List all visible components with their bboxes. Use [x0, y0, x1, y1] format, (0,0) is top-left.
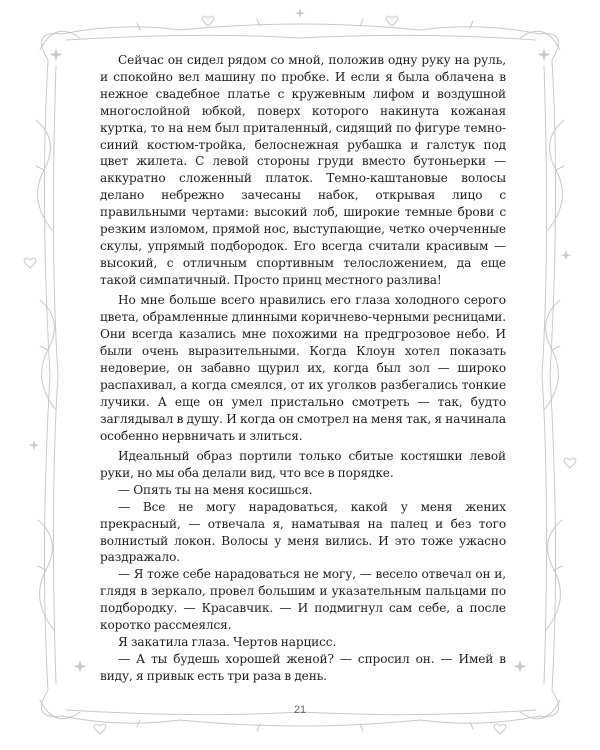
paragraph: Идеальный образ портили только сбитые костяшки левой руки, но мы оба делали вид, что все в порядке. [100, 449, 506, 480]
paragraph: Я закатила глаза. Чертов нарцисс. [118, 635, 337, 649]
paragraph: Но мне больше всего нравились его глаза холодного серого цвета, обрамленные длинными коричнево-черными ресницами. Они всегда казались мне похожими на предгрозовое небо. И были очень выразительными. Когда Клоун хотел показать недоверие, он забавно щурил их, когда был зол — широко распахивал, а когда смеялся, от их уголков разбегались тонкие лучики. А еще он умел пристально смотреть — так, будто заглядывал в душу. И когда он смотрел на меня так, я начинала особенно нервничать и злиться. [100, 293, 506, 443]
dialogue-line: — Я тоже себе нарадоваться не могу, — весело отвечал он и, глядя в зеркало, провел большим и указательным пальцами по подбородку. — Красавчик. — И подмигнул сам себе, а после коротко рассмеялся. [100, 567, 506, 633]
body-text [100, 52, 506, 685]
dialogue-line: — Все не могу нарадоваться, какой у меня жених прекрасный, — отвечала я, наматывая на палец и без того волнистый локон. Волосы у меня вились. И это тоже ужасно раздражало. [100, 499, 506, 565]
paragraph: Сейчас он сидел рядом со мной, положив одну руку на руль, и спокойно вел машину по пробке. И если я была облачена в нежное свадебное платье с кружевным лифом и воздушной многослойной юбкой, поверх которого накинута кожаная куртка, то на нем был приталенный, сидящий по фигуре темно-синий костюм-тройка, белоснежная рубашка и галстук под цвет жилета. С левой стороны груди вместо бутоньерки — аккуратно сложенный платок. Темно-каштановые волосы делано небрежно зачесаны набок, открывая лицо с правильными чертами: высокий лоб, широкие темные брови с резким изломом, прямой нос, выступающие, четко очерченные скулы, упрямый подбородок. Его всегда считали красивым — высокий, с отличным спортивным телосложением, да еще такой симпатичный. Просто принц местного разлива! [100, 53, 506, 287]
dialogue-line: — Опять ты на меня косишься. [118, 482, 313, 497]
dialogue-line: — А ты будешь хорошей женой? — спросил он. — Имей в виду, я привык есть три раза в день. [100, 651, 506, 683]
page-number: 21 [293, 704, 307, 716]
